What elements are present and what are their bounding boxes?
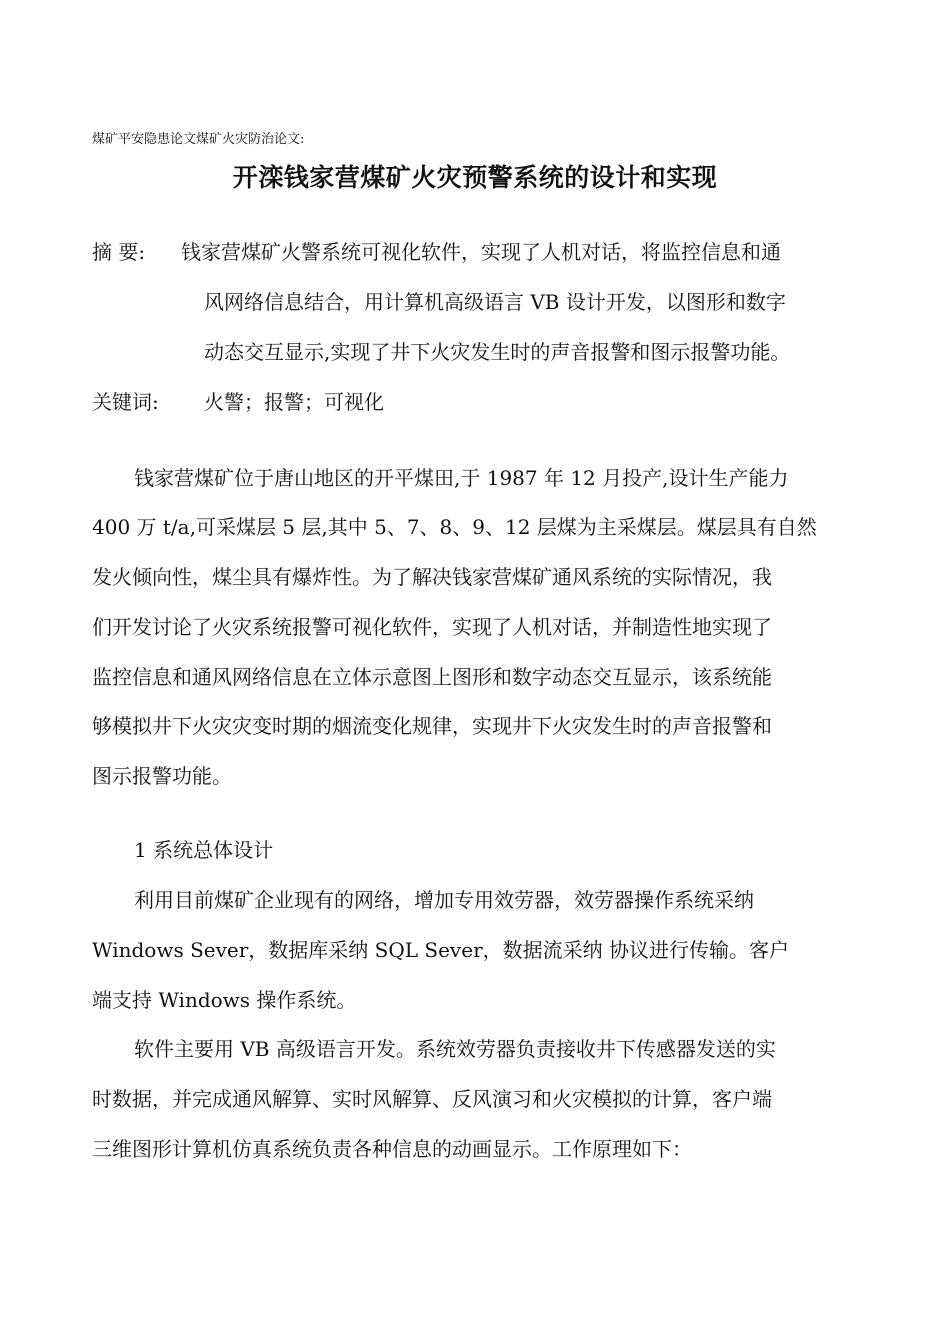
paragraph-line: 软件主要用 VB 高级语言开发。系统效劳器负责接收井下传感器发送的实 xyxy=(134,1037,776,1061)
paragraph-line: 时数据，并完成通风解算、实时风解算、反风演习和火灾模拟的计算，客户端 xyxy=(92,1087,772,1111)
abstract-line: 动态交互显示,实现了井下火灾发生时的声音报警和图示报警功能。 xyxy=(204,340,791,364)
page-title: 开滦钱家营煤矿火灾预警系统的设计和实现 xyxy=(232,163,718,192)
abstract-label: 摘 要: xyxy=(92,240,146,264)
intro-line: 图示报警功能。 xyxy=(92,764,232,788)
intro-line: 发火倾向性，煤尘具有爆炸性。为了解决钱家营煤矿通风系统的实际情况，我 xyxy=(92,565,772,589)
keywords-label: 关键词: xyxy=(92,390,159,414)
paragraph-line: Windows Sever，数据库采纳 SQL Sever，数据流采纳 协议进行传输。客户 xyxy=(92,938,789,962)
intro-line: 监控信息和通风网络信息在立体示意图上图形和数字动态交互显示，该系统能 xyxy=(92,665,772,689)
intro-line: 400 万 t/a,可采煤层 5 层,其中 5、7、8、9、12 层煤为主采煤层。煤层具有自然 xyxy=(92,515,817,539)
paragraph-line: 利用目前煤矿企业现有的网络，增加专用效劳器，效劳器操作系统采纳 xyxy=(134,888,754,912)
intro-line: 够模拟井下火灾灾变时期的烟流变化规律，实现井下火灾发生时的声音报警和 xyxy=(92,714,772,738)
abstract-line: 钱家营煤矿火警系统可视化软件，实现了人机对话，将监控信息和通 xyxy=(181,240,781,264)
intro-line: 们开发讨论了火灾系统报警可视化软件，实现了人机对话，并制造性地实现了 xyxy=(92,615,772,639)
paragraph-line: 三维图形计算机仿真系统负责各种信息的动画显示。工作原理如下： xyxy=(92,1137,692,1161)
paragraph-line: 端支持 Windows 操作系统。 xyxy=(92,988,357,1012)
abstract-line: 风网络信息结合，用计算机高级语言 VB 设计开发，以图形和数字 xyxy=(204,290,786,314)
pre-title: 煤矿平安隐患论文煤矿火灾防治论文: xyxy=(92,132,305,147)
intro-line: 钱家营煤矿位于唐山地区的开平煤田,于 1987 年 12 月投产,设计生产能力 xyxy=(134,466,789,490)
section-heading: 1 系统总体设计 xyxy=(134,838,274,862)
keywords-value: 火警；报警；可视化 xyxy=(204,390,384,414)
